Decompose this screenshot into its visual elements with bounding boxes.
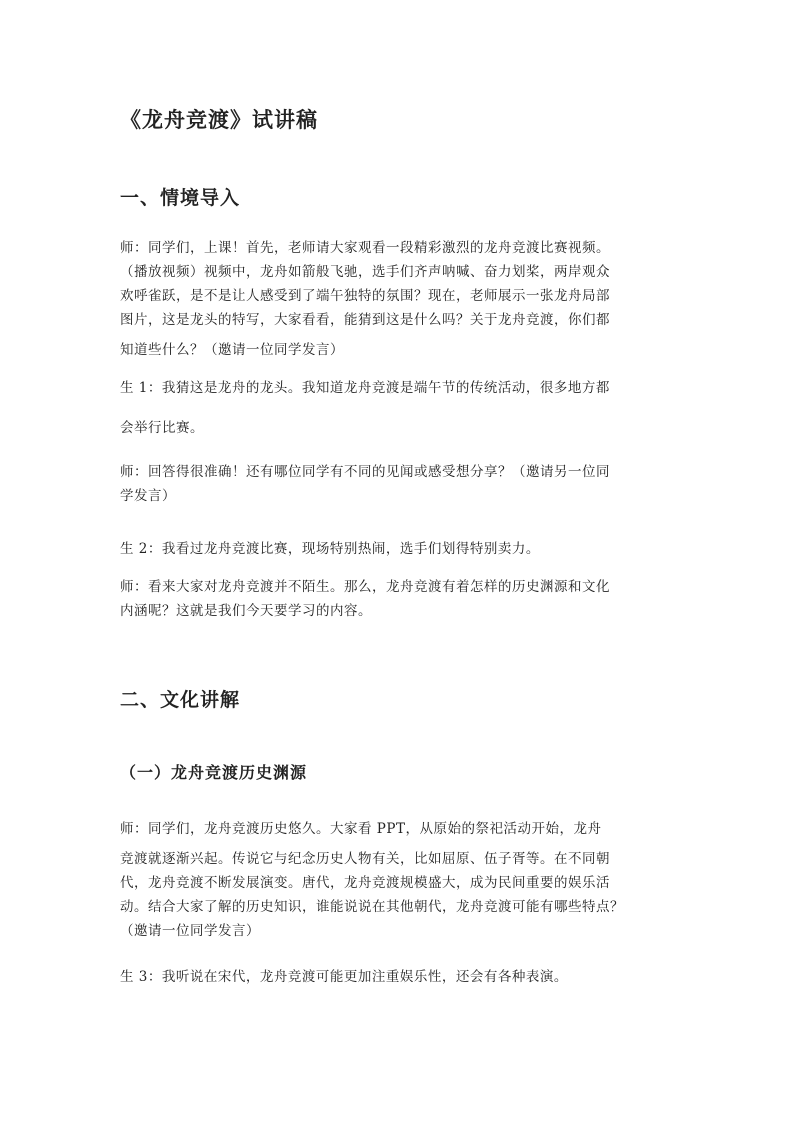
text-line: 师：同学们，上课！首先，老师请大家观看一段精彩激烈的龙舟竞渡比赛视频。 xyxy=(120,240,610,256)
text-line: 师：看来大家对龙舟竞渡并不陌生。那么，龙舟竞渡有着怎样的历史渊源和文化 xyxy=(120,579,610,595)
text-line: （播放视频）视频中，龙舟如箭般飞驰，选手们齐声呐喊、奋力划桨，两岸观众 xyxy=(120,264,610,280)
text-line: 知道些什么？（邀请一位同学发言） xyxy=(120,342,344,358)
text-line: （邀请一位同学发言） xyxy=(120,923,260,939)
text-line: 会举行比赛。 xyxy=(120,420,204,436)
text-line: 动。结合大家了解的历史知识，谁能说说在其他朝代，龙舟竞渡可能有哪些特点？ xyxy=(120,899,624,915)
section-heading-culture: 二、文化讲解 xyxy=(120,689,241,711)
text-line: 竞渡就逐渐兴起。传说它与纪念历史人物有关，比如屈原、伍子胥等。在不同朝 xyxy=(120,851,610,867)
paragraph-teacher-intro xyxy=(120,236,676,362)
text-line: 代，龙舟竞渡不断发展演变。唐代，龙舟竞渡规模盛大，成为民间重要的娱乐活 xyxy=(120,875,610,891)
text-line: 欢呼雀跃，是不是让人感受到了端午独特的氛围？现在，老师展示一张龙舟局部 xyxy=(120,288,610,304)
text-line: 师：回答得很准确！还有哪位同学有不同的见闻或感受想分享？（邀请另一位同 xyxy=(120,464,610,480)
document-title: 《龙舟竞渡》试讲稿 xyxy=(120,107,318,132)
subsection-heading-history: （一）龙舟竞渡历史渊源 xyxy=(120,763,308,782)
text-line: 内涵呢？这就是我们今天要学习的内容。 xyxy=(120,603,372,619)
paragraph-teacher-transition xyxy=(120,575,676,623)
paragraph-student-2 xyxy=(120,537,676,561)
text-line: 学发言） xyxy=(120,488,176,504)
paragraph-student-1 xyxy=(120,376,676,440)
text-line: 图片，这是龙头的特写，大家看看，能猜到这是什么吗？关于龙舟竞渡，你们都 xyxy=(120,312,610,328)
text-line: 师：同学们，龙舟竞渡历史悠久。大家看 PPT，从原始的祭祀活动开始，龙舟 xyxy=(120,821,602,837)
text-line: 生 1：我猜这是龙舟的龙头。我知道龙舟竞渡是端午节的传统活动，很多地方都 xyxy=(120,380,610,396)
paragraph-student-3 xyxy=(120,965,676,989)
section-heading-intro: 一、情境导入 xyxy=(120,187,241,209)
paragraph-teacher-followup xyxy=(120,460,676,508)
paragraph-teacher-history xyxy=(120,817,676,943)
text-line: 生 3：我听说在宋代，龙舟竞渡可能更加注重娱乐性，还会有各种表演。 xyxy=(120,969,568,985)
text-line: 生 2：我看过龙舟竞渡比赛，现场特别热闹，选手们划得特别卖力。 xyxy=(120,541,540,557)
